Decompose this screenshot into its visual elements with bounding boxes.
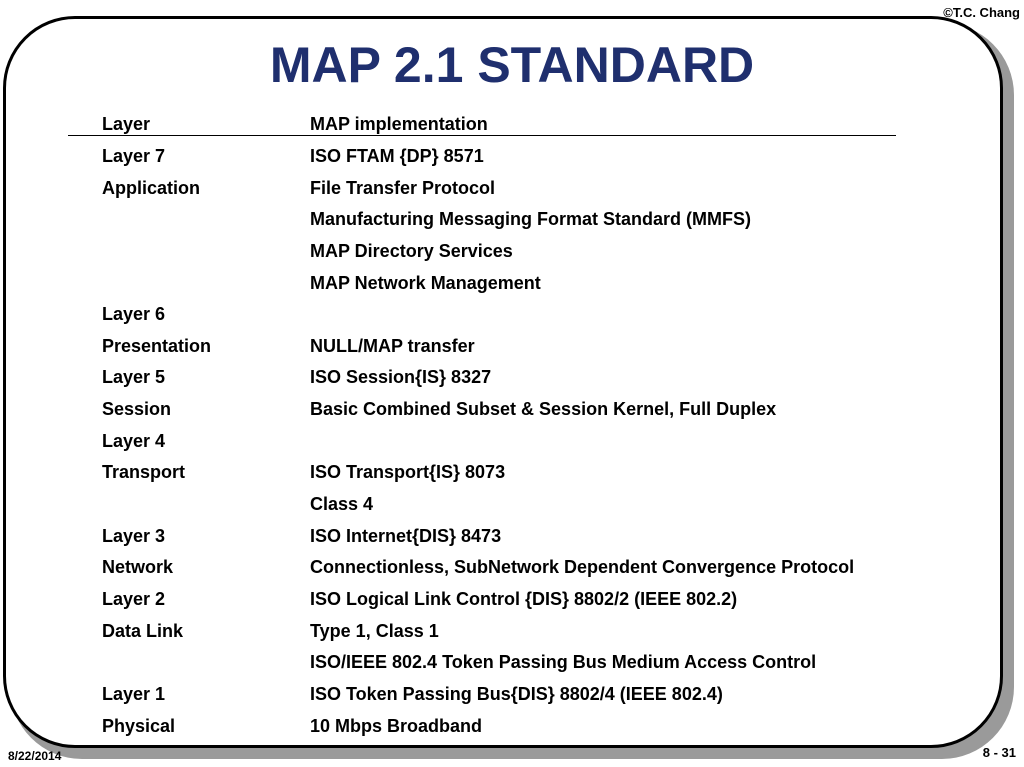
table-row xyxy=(102,203,922,235)
cell-implementation: ISO FTAM {DP} 8571 xyxy=(310,146,484,166)
table-row xyxy=(102,425,922,457)
cell-layer: Layer 2 xyxy=(102,588,166,609)
table-row xyxy=(102,140,922,172)
cell-implementation: MAP Network Management xyxy=(310,272,541,293)
cell-layer: Layer 6 xyxy=(102,304,166,325)
cell-layer: Session xyxy=(102,399,172,420)
table-row xyxy=(102,393,922,425)
table-row xyxy=(102,583,922,615)
table-row xyxy=(102,456,922,488)
cell-implementation: ISO Transport{IS} 8073 xyxy=(310,462,506,483)
cell-implementation: ISO/IEEE 802.4 Token Passing Bus Medium Access Control xyxy=(310,652,817,673)
table-row xyxy=(102,361,922,393)
cell-implementation: ISO Logical Link Control {DIS} 8802/2 (IEEE 802.2) xyxy=(310,588,738,609)
cell-layer: Physical xyxy=(102,715,176,736)
footer-page-number: 8 - 31 xyxy=(982,745,1016,760)
header-implementation: MAP implementation xyxy=(310,114,488,134)
cell-implementation: File Transfer Protocol xyxy=(310,177,496,198)
cell-implementation: MAP Directory Services xyxy=(310,240,513,261)
cell-layer: Layer 7 xyxy=(102,146,166,166)
cell-layer: Network xyxy=(102,557,174,578)
cell-layer: Layer 1 xyxy=(102,683,166,704)
cell-implementation: Manufacturing Messaging Format Standard (MMFS) xyxy=(310,209,752,230)
table-row xyxy=(102,488,922,520)
cell-layer: Layer 5 xyxy=(102,367,166,388)
table-row xyxy=(102,520,922,552)
table-row xyxy=(102,235,922,267)
table-row xyxy=(102,172,922,204)
table-row xyxy=(102,615,922,647)
table-body xyxy=(102,140,922,741)
slide-title: MAP 2.1 STANDARD xyxy=(269,37,755,93)
table-row xyxy=(102,646,922,678)
cell-layer: Layer 4 xyxy=(102,430,166,451)
cell-implementation: ISO Session{IS} 8327 xyxy=(310,367,492,388)
cell-implementation: Connectionless, SubNetwork Dependent Convergence Protocol xyxy=(310,557,855,578)
footer-date: 8/22/2014 xyxy=(8,749,62,763)
cell-layer: Presentation xyxy=(102,335,212,356)
cell-layer: Application xyxy=(102,177,200,198)
cell-implementation: ISO Internet{DIS} 8473 xyxy=(310,525,502,546)
copyright-notice: ©T.C. Chang xyxy=(943,5,1020,20)
table-row xyxy=(102,330,922,362)
table-row xyxy=(102,267,922,299)
cell-layer: Data Link xyxy=(102,620,184,641)
table-row xyxy=(102,551,922,583)
table-row xyxy=(102,298,922,330)
cell-implementation: ISO Token Passing Bus{DIS} 8802/4 (IEEE 802.4) xyxy=(310,683,723,704)
table-row xyxy=(102,678,922,710)
header-layer: Layer xyxy=(102,114,151,134)
table-row xyxy=(102,710,922,742)
cell-implementation: Class 4 xyxy=(310,494,374,515)
cell-implementation: Basic Combined Subset & Session Kernel, Full Duplex xyxy=(310,399,777,420)
cell-layer: Layer 3 xyxy=(102,525,166,546)
table-header xyxy=(68,112,896,136)
cell-layer: Transport xyxy=(102,462,186,483)
cell-implementation: Type 1, Class 1 xyxy=(310,620,439,641)
cell-implementation: NULL/MAP transfer xyxy=(310,335,475,356)
cell-implementation: 10 Mbps Broadband xyxy=(310,715,483,736)
